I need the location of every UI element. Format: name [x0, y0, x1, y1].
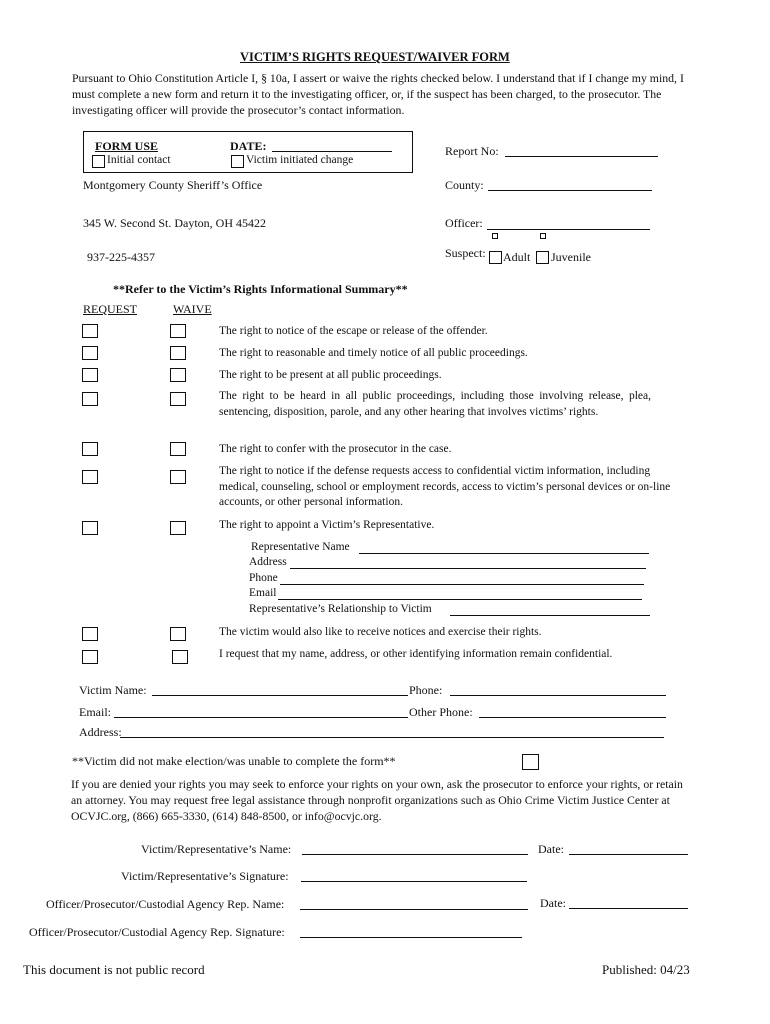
victim-other-phone-label: Other Phone: — [409, 705, 473, 719]
waive-checkbox-confidential[interactable] — [172, 650, 188, 664]
victim-rep-signature-line[interactable] — [301, 881, 527, 882]
right-text-2: The right to reasonable and timely notice of all public proceedings. — [219, 347, 528, 359]
waive-checkbox-4[interactable] — [170, 392, 186, 406]
waive-column-header: WAIVE — [173, 302, 212, 316]
agency-name: Montgomery County Sheriff’s Office — [83, 178, 263, 192]
waive-checkbox-notices[interactable] — [170, 627, 186, 641]
rep-email-line[interactable] — [278, 599, 642, 600]
waive-checkbox-3[interactable] — [170, 368, 186, 382]
initial-contact-checkbox[interactable] — [92, 155, 105, 168]
juvenile-marker-icon — [540, 233, 546, 239]
confidential-option-text: I request that my name, address, or other identifying information remain confidential. — [219, 648, 613, 660]
victim-other-phone-line[interactable] — [479, 717, 666, 718]
no-election-note: **Victim did not make election/was unable to complete the form** — [72, 754, 396, 768]
rep-address-line[interactable] — [290, 568, 646, 569]
waive-checkbox-2[interactable] — [170, 346, 186, 360]
officer-signature-line[interactable] — [300, 937, 522, 938]
adult-checkbox[interactable] — [489, 251, 502, 264]
officer-signature-label: Officer/Prosecutor/Custodial Agency Rep. Signature: — [29, 925, 285, 939]
county-line[interactable] — [488, 190, 652, 191]
date-2-line[interactable] — [569, 908, 688, 909]
victim-rep-name-label: Victim/Representative’s Name: — [141, 842, 292, 856]
rep-phone-line[interactable] — [280, 584, 644, 585]
request-checkbox-confidential[interactable] — [82, 650, 98, 664]
victim-phone-line[interactable] — [450, 695, 666, 696]
officer-name-line[interactable] — [300, 909, 528, 910]
request-checkbox-2[interactable] — [82, 346, 98, 360]
adult-marker-icon — [492, 233, 498, 239]
request-checkbox-7[interactable] — [82, 521, 98, 535]
rep-relationship-line[interactable] — [450, 615, 650, 616]
victim-name-line[interactable] — [152, 695, 408, 696]
victim-address-label: Address: — [79, 725, 122, 739]
county-label: County: — [445, 178, 484, 192]
footer-public-record: This document is not public record — [23, 962, 205, 977]
officer-line[interactable] — [487, 229, 650, 230]
officer-label: Officer: — [445, 216, 483, 230]
rep-email-label: Email — [249, 587, 277, 599]
rep-name-label: Representative Name — [251, 541, 350, 553]
denied-rights-note: If you are denied your rights you may seek to enforce your rights on your own, ask the prosecutor to enforce your rights, or retain an attorney. You may request free legal assistance through nonprofit organizations such as Ohio Crime Victim Justice Center at OCVJC.org, (866) 665-3330, (614) 848-8500, or info@ocvjc.org. — [71, 777, 683, 823]
victim-phone-label: Phone: — [409, 683, 443, 697]
waive-checkbox-1[interactable] — [170, 324, 186, 338]
form-use-label: FORM USE — [95, 139, 158, 153]
victim-email-label: Email: — [79, 705, 111, 719]
request-checkbox-3[interactable] — [82, 368, 98, 382]
notices-option-text: The victim would also like to receive notices and exercise their rights. — [219, 626, 542, 638]
right-text-3: The right to be present at all public proceedings. — [219, 369, 442, 381]
juvenile-checkbox[interactable] — [536, 251, 549, 264]
right-text-7: The right to appoint a Victim’s Representative. — [219, 519, 435, 531]
agency-phone: 937-225-4357 — [87, 250, 155, 264]
request-checkbox-5[interactable] — [82, 442, 98, 456]
officer-name-label: Officer/Prosecutor/Custodial Agency Rep. Name: — [46, 897, 285, 911]
adult-label: Adult — [503, 250, 531, 264]
date-1-label: Date: — [538, 842, 564, 856]
right-text-4: The right to be heard in all public proceedings, including those involving release, plea, sentencing, disposition, parole, and any other hearing that involves victims’ rights. — [219, 390, 651, 418]
right-text-5: The right to confer with the prosecutor in the case. — [219, 443, 452, 455]
right-text-6: The right to notice if the defense requests access to confidential victim information, including medical, counseling, school or employment records, access to victim’s personal devices or on-line accounts, or other personal information. — [219, 465, 671, 508]
report-no-line[interactable] — [505, 156, 658, 157]
juvenile-label: Juvenile — [551, 250, 591, 264]
initial-contact-label: Initial contact — [107, 154, 171, 166]
victim-rep-signature-label: Victim/Representative’s Signature: — [121, 869, 289, 883]
refer-note: **Refer to the Victim’s Rights Informational Summary** — [113, 282, 408, 296]
date-line[interactable] — [272, 151, 392, 152]
date-label: DATE: — [230, 139, 267, 153]
report-no-label: Report No: — [445, 144, 499, 158]
rep-name-line[interactable] — [359, 553, 649, 554]
rep-relationship-label: Representative’s Relationship to Victim — [249, 603, 432, 615]
request-checkbox-4[interactable] — [82, 392, 98, 406]
victim-initiated-change-label: Victim initiated change — [246, 154, 354, 166]
request-checkbox-1[interactable] — [82, 324, 98, 338]
victim-rep-name-line[interactable] — [302, 854, 528, 855]
victim-name-label: Victim Name: — [79, 683, 147, 697]
suspect-label: Suspect: — [445, 246, 486, 260]
waive-checkbox-7[interactable] — [170, 521, 186, 535]
agency-address: 345 W. Second St. Dayton, OH 45422 — [83, 216, 266, 230]
intro-paragraph: Pursuant to Ohio Constitution Article I, § 10a, I assert or waive the rights checked below. I understand that if I change my mind, I must complete a new form and return it to the investigating officer, or, if the suspect has been charged, to the prosecutor. The investigating officer will provide the prosecutor’s contact information. — [72, 71, 684, 117]
victim-email-line[interactable] — [114, 717, 408, 718]
request-column-header: REQUEST — [83, 302, 137, 316]
right-text-1: The right to notice of the escape or release of the offender. — [219, 325, 488, 337]
date-2-label: Date: — [540, 896, 566, 910]
no-election-checkbox[interactable] — [522, 754, 539, 770]
date-1-line[interactable] — [569, 854, 688, 855]
request-checkbox-6[interactable] — [82, 470, 98, 484]
victim-address-line[interactable] — [120, 737, 664, 738]
waive-checkbox-6[interactable] — [170, 470, 186, 484]
form-title: VICTIM’S RIGHTS REQUEST/WAIVER FORM — [240, 50, 510, 64]
request-checkbox-notices[interactable] — [82, 627, 98, 641]
victim-initiated-change-checkbox[interactable] — [231, 155, 244, 168]
footer-published: Published: 04/23 — [602, 962, 690, 977]
rep-address-label: Address — [249, 556, 287, 568]
rep-phone-label: Phone — [249, 572, 278, 584]
waive-checkbox-5[interactable] — [170, 442, 186, 456]
